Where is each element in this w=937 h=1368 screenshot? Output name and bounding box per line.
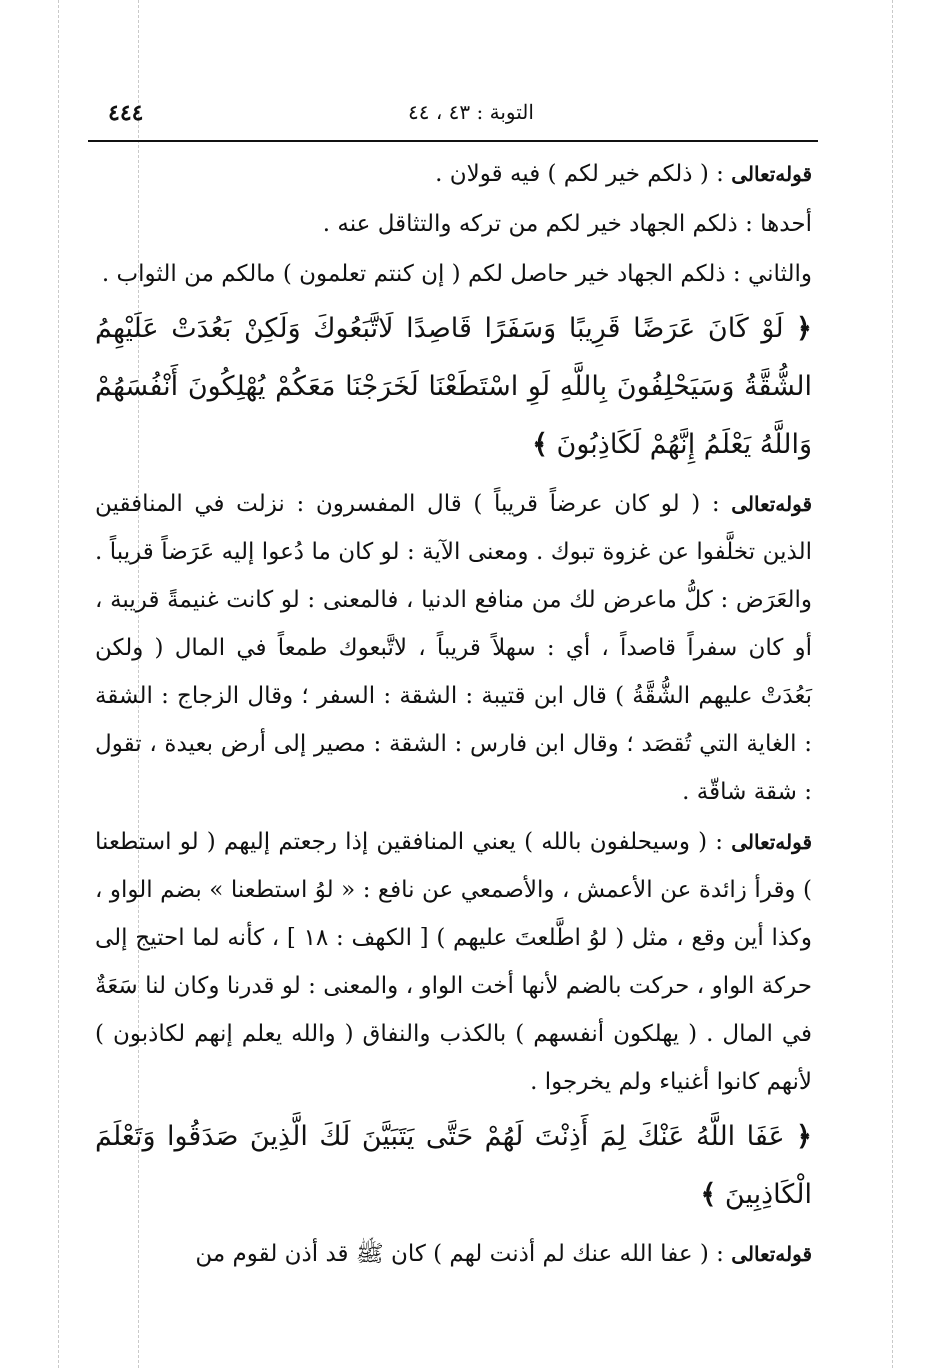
- commentary-text: : ( لو كان عرضاً قريباً ) قال المفسرون : نزلت في المنافقين الذين تخلَّفوا عن غزوة تبوك . ومعنى الآية : لو كان ما دُعوا إليه عَرَضاً قريباً . والعَرَض : كلُّ ماعرض لك من منافع الدنيا ، فالمعنى : لو كانت غنيمةً قريبة ، أو كان سفراً قاصداً ، أي : سهلاً قريباً ، لاتَّبعوك طمعاً في المال ( ولكن بَعُدَتْ عليهم الشُّقَّةُ ) قال ابن قتيبة : الشقة : السفر ؛ وقال الزجاج : الشقة : الغاية التي تُقصَد ؛ وقال ابن فارس : الشقة : مصير إلى أرض بعيدة ، تقول : شقة شاقّة .: [95, 491, 812, 805]
- commentary-paragraph: [95, 480, 812, 816]
- commentary-paragraph: [95, 818, 812, 1106]
- paragraph-text: والثاني : ذلكم الجهاد خير حاصل لكم ( إن كنتم تعلمون ) مالكم من الثواب .: [101, 261, 812, 287]
- text-paragraph: [95, 200, 812, 248]
- verse-close-bracket: ﴾: [532, 429, 548, 460]
- commentary-label: قوله‌تعالى: [731, 492, 812, 516]
- verse-text: لَوْ كَانَ عَرَضًا قَرِيبًا وَسَفَرًا قَاصِدًا لَاتَّبَعُوكَ وَلَكِنْ بَعُدَتْ عَلَيْهِمُ الشُّقَّةُ وَسَيَحْلِفُونَ بِاللَّهِ لَوِ اسْتَطَعْنَا لَخَرَجْنَا مَعَكُمْ يُهْلِكُونَ أَنْفُسَهُمْ وَاللَّهُ يَعْلَمُ إِنَّهُمْ لَكَاذِبُونَ: [95, 313, 812, 460]
- page-number: ٤٤٤: [108, 100, 144, 126]
- commentary-text: : ( عفا الله عنك لم أذنت لهم ) كان ﷺ قد أذن لقوم من: [195, 1241, 724, 1267]
- verse-text: عَفَا اللَّهُ عَنْكَ لِمَ أَذِنْتَ لَهُمْ حَتَّى يَتَبَيَّنَ لَكَ الَّذِينَ صَدَقُوا وَتَعْلَمَ الْكَاذِبِينَ: [95, 1121, 812, 1210]
- verse-close-bracket: ﴾: [700, 1179, 717, 1210]
- commentary-label: قوله‌تعالى: [731, 162, 812, 186]
- commentary-text: : ( ذلكم خير لكم ) فيه قولان .: [435, 161, 724, 187]
- commentary-label: قوله‌تعالى: [731, 1242, 812, 1266]
- running-head: التوبة : ٤٣ ، ٤٤: [408, 100, 534, 124]
- scan-guide-line: [892, 0, 893, 1368]
- verse-open-bracket: ﴿: [796, 1121, 812, 1152]
- commentary-paragraph: [95, 1230, 812, 1278]
- page-header: [88, 96, 818, 142]
- commentary-paragraph: [95, 150, 812, 198]
- verse-open-bracket: ﴿: [796, 313, 812, 344]
- page-body: [95, 150, 812, 1280]
- paragraph-text: أحدها : ذلكم الجهاد خير لكم من تركه والتثاقل عنه .: [322, 211, 812, 237]
- text-paragraph: [95, 250, 812, 298]
- quran-verse: [95, 300, 812, 474]
- commentary-label: قوله‌تعالى: [731, 830, 813, 854]
- scan-guide-line: [58, 0, 59, 1368]
- quran-verse: [95, 1108, 812, 1224]
- commentary-text: : ( وسيحلفون بالله ) يعني المنافقين إذا رجعتم إليهم ( لو استطعنا ) وقرأ زائدة عن الأعمش ، والأصمعي عن نافع : « لوُ استطعنا » بضم الواو ، وكذا أين وقع ، مثل ( لوُ اطَّلعتَ عليهم ) [ الكهف : ١٨ ] ، كأنه لما احتيج إلى حركة الواو ، حركت بالضم لأنها أخت الواو ، والمعنى : لو قدرنا وكان لنا سَعَةٌ في المال . ( يهلكون أنفسهم ) بالكذب والنفاق ( والله يعلم إنهم لكاذبون ) لأنهم كانوا أغنياء ولم يخرجوا .: [95, 829, 812, 1095]
